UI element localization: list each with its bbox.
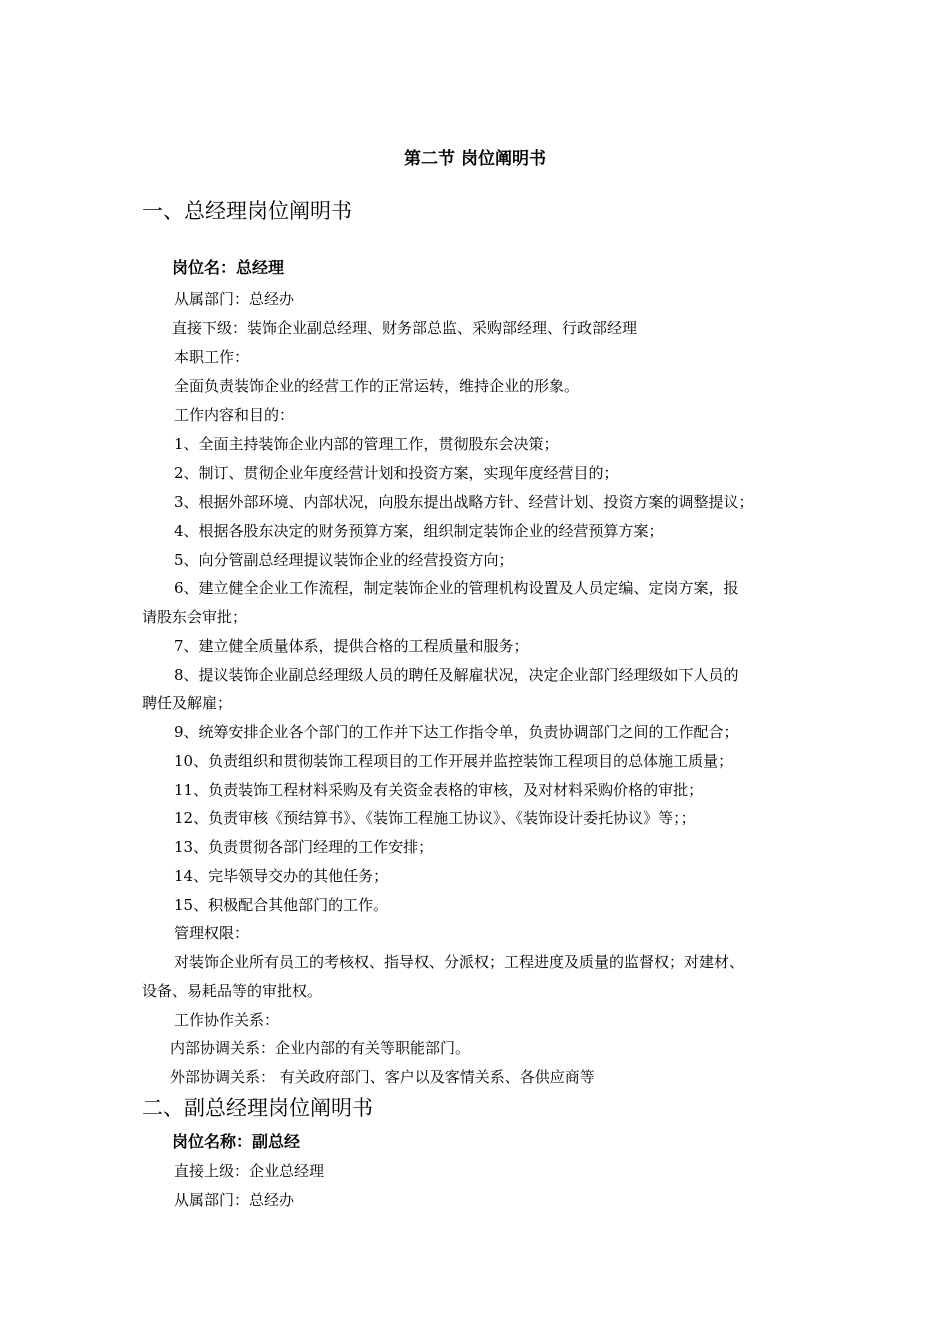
list-item: 11、负责装饰工程材料采购及有关资金表格的审核，及对材料采购价格的审批； xyxy=(174,781,704,799)
list-item: 12、负责审核《预结算书》、《装饰工程施工协议》、《装饰设计委托协议》等；； xyxy=(174,809,696,827)
list-item: 5、向分管副总经理提议装饰企业的经营投资方向； xyxy=(174,551,514,569)
list-item: 6、建立健全企业工作流程，制定装饰企业的管理机构设置及人员定编、定岗方案，报 xyxy=(174,579,739,597)
list-item: 1、全面主持装饰企业内部的管理工作，贯彻股东会决策； xyxy=(174,435,559,453)
duty-label: 本职工作： xyxy=(174,348,250,366)
list-item: 15、积极配合其他部门的工作。 xyxy=(174,896,389,914)
position-name: 岗位名：总经理 xyxy=(172,258,285,277)
list-item: 8、提议装饰企业副总经理级人员的聘任及解雇状况，决定企业部门经理级如下人员的 xyxy=(174,666,739,684)
list-item: 4、根据各股东决定的财务预算方案，组织制定装饰企业的经营预算方案； xyxy=(174,522,664,540)
department-line: 从属部门：总经办 xyxy=(174,1191,295,1209)
superior-line: 直接上级：企业总经理 xyxy=(174,1162,325,1180)
list-item-continuation: 聘任及解雇； xyxy=(142,694,233,712)
list-item-continuation: 请股东会审批； xyxy=(142,608,248,626)
duty-text: 全面负责装饰企业的经营工作的正常运转，维持企业的形象。 xyxy=(174,377,580,395)
internal-relations: 内部协调关系：企业内部的有关等职能部门。 xyxy=(170,1039,471,1057)
content-label: 工作内容和目的： xyxy=(174,406,295,424)
position-name: 岗位名称：副总经 xyxy=(172,1132,301,1151)
subordinates-line: 直接下级：装饰企业副总经理、财务部总监、采购部经理、行政部经理 xyxy=(172,319,638,337)
list-item: 13、负责贯彻各部门经理的工作安排； xyxy=(174,838,434,856)
authority-text-continuation: 设备、易耗品等的审批权。 xyxy=(142,982,323,1000)
authority-text: 对装饰企业所有员工的考核权、指导权、分派权；工程进度及质量的监督权；对建材、 xyxy=(174,953,745,971)
list-item: 3、根据外部环境、内部状况，向股东提出战略方针、经营计划、投资方案的调整提议； xyxy=(174,493,754,511)
authority-label: 管理权限： xyxy=(174,924,250,942)
heading-general-manager: 一、总经理岗位阐明书 xyxy=(142,199,352,223)
section-title: 第二节 岗位阐明书 xyxy=(404,149,546,169)
department-line: 从属部门：总经办 xyxy=(174,290,295,308)
relations-label: 工作协作关系： xyxy=(174,1011,280,1029)
list-item: 9、统筹安排企业各个部门的工作并下达工作指令单，负责协调部门之间的工作配合； xyxy=(174,723,739,741)
heading-deputy-general-manager: 二、副总经理岗位阐明书 xyxy=(142,1096,373,1120)
list-item: 2、制订、贯彻企业年度经营计划和投资方案，实现年度经营目的； xyxy=(174,464,619,482)
list-item: 7、建立健全质量体系，提供合格的工程质量和服务； xyxy=(174,637,529,655)
external-relations: 外部协调关系： 有关政府部门、客户以及客情关系、各供应商等 xyxy=(170,1068,595,1086)
list-item: 10、负责组织和贯彻装饰工程项目的工作开展并监控装饰工程项目的总体施工质量； xyxy=(174,752,734,770)
list-item: 14、完毕领导交办的其他任务； xyxy=(174,867,389,885)
